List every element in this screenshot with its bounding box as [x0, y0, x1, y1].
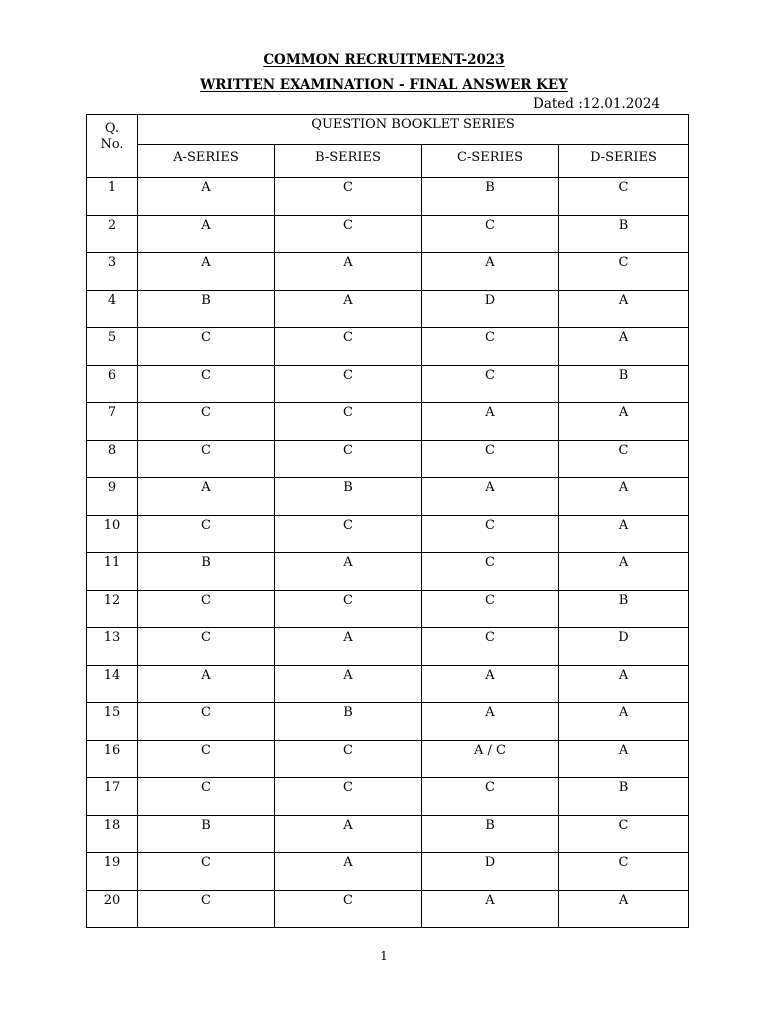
- d-series-answer: A: [559, 890, 689, 928]
- d-series-answer: A: [559, 478, 689, 516]
- a-series-answer: B: [138, 553, 275, 591]
- d-series-answer: B: [559, 365, 689, 403]
- date-label: Dated :12.01.2024: [533, 96, 661, 112]
- c-series-answer: B: [422, 815, 559, 853]
- a-series-answer: A: [138, 215, 275, 253]
- a-series-answer: B: [138, 290, 275, 328]
- question-number: 6: [87, 365, 138, 403]
- b-series-answer: C: [275, 215, 422, 253]
- d-series-answer: B: [559, 778, 689, 816]
- a-series-answer: A: [138, 253, 275, 291]
- question-number: 14: [87, 665, 138, 703]
- table-row: [87, 553, 689, 591]
- b-series-answer: C: [275, 403, 422, 441]
- table-row: [87, 478, 689, 516]
- d-series-answer: B: [559, 590, 689, 628]
- table-row: [87, 590, 689, 628]
- question-number: 3: [87, 253, 138, 291]
- document-subtitle: WRITTEN EXAMINATION - FINAL ANSWER KEY: [200, 77, 568, 93]
- d-series-answer: C: [559, 815, 689, 853]
- a-series-answer: C: [138, 853, 275, 891]
- c-series-answer: C: [422, 778, 559, 816]
- a-series-answer: C: [138, 328, 275, 366]
- b-series-header: B-SERIES: [275, 145, 422, 178]
- c-series-answer: A: [422, 403, 559, 441]
- b-series-answer: C: [275, 328, 422, 366]
- answer-key-table: [86, 114, 689, 928]
- d-series-answer: C: [559, 440, 689, 478]
- c-series-answer: C: [422, 515, 559, 553]
- table-row: [87, 328, 689, 366]
- c-series-answer: C: [422, 365, 559, 403]
- c-series-answer: C: [422, 590, 559, 628]
- a-series-answer: C: [138, 778, 275, 816]
- b-series-answer: C: [275, 440, 422, 478]
- a-series-answer: C: [138, 403, 275, 441]
- question-number: 19: [87, 853, 138, 891]
- question-number: 8: [87, 440, 138, 478]
- d-series-answer: C: [559, 253, 689, 291]
- a-series-answer: C: [138, 365, 275, 403]
- table-row: [87, 253, 689, 291]
- question-number: 10: [87, 515, 138, 553]
- c-series-answer: B: [422, 178, 559, 216]
- d-series-answer: C: [559, 178, 689, 216]
- a-series-answer: B: [138, 815, 275, 853]
- question-number: 7: [87, 403, 138, 441]
- b-series-answer: C: [275, 365, 422, 403]
- b-series-answer: A: [275, 553, 422, 591]
- question-number: 5: [87, 328, 138, 366]
- series-header-row: [87, 145, 689, 178]
- table-row: [87, 853, 689, 891]
- question-number: 18: [87, 815, 138, 853]
- c-series-answer: C: [422, 328, 559, 366]
- c-series-answer: C: [422, 215, 559, 253]
- b-series-answer: A: [275, 290, 422, 328]
- question-number-header-line1: Q.: [104, 121, 120, 136]
- b-series-answer: A: [275, 665, 422, 703]
- a-series-answer: C: [138, 740, 275, 778]
- question-number: 16: [87, 740, 138, 778]
- c-series-answer: A: [422, 665, 559, 703]
- c-series-answer: A: [422, 253, 559, 291]
- c-series-answer: A: [422, 478, 559, 516]
- c-series-answer: A / C: [422, 740, 559, 778]
- c-series-answer: C: [422, 553, 559, 591]
- question-number-header-line2: No.: [100, 137, 124, 152]
- question-number: 12: [87, 590, 138, 628]
- d-series-answer: A: [559, 703, 689, 741]
- d-series-answer: A: [559, 403, 689, 441]
- b-series-answer: C: [275, 890, 422, 928]
- page-number: 1: [380, 949, 388, 963]
- a-series-header: A-SERIES: [138, 145, 275, 178]
- table-row: [87, 890, 689, 928]
- table-row: [87, 815, 689, 853]
- a-series-answer: A: [138, 665, 275, 703]
- table-row: [87, 628, 689, 666]
- table-row: [87, 740, 689, 778]
- question-number: 4: [87, 290, 138, 328]
- d-series-answer: A: [559, 328, 689, 366]
- b-series-answer: A: [275, 628, 422, 666]
- d-series-answer: A: [559, 665, 689, 703]
- question-number: 2: [87, 215, 138, 253]
- d-series-answer: A: [559, 553, 689, 591]
- document-title: COMMON RECRUITMENT-2023: [263, 52, 505, 68]
- b-series-answer: B: [275, 703, 422, 741]
- question-number: 1: [87, 178, 138, 216]
- c-series-answer: C: [422, 628, 559, 666]
- d-series-answer: A: [559, 290, 689, 328]
- a-series-answer: C: [138, 440, 275, 478]
- b-series-answer: B: [275, 478, 422, 516]
- c-series-answer: A: [422, 890, 559, 928]
- c-series-answer: D: [422, 290, 559, 328]
- table-header-row: [87, 115, 689, 145]
- a-series-answer: C: [138, 628, 275, 666]
- table-row: [87, 215, 689, 253]
- table-row: [87, 178, 689, 216]
- a-series-answer: A: [138, 178, 275, 216]
- booklet-series-header: QUESTION BOOKLET SERIES: [138, 115, 689, 145]
- a-series-answer: C: [138, 515, 275, 553]
- question-number-header: [87, 115, 138, 178]
- b-series-answer: A: [275, 253, 422, 291]
- c-series-answer: A: [422, 703, 559, 741]
- table-row: [87, 403, 689, 441]
- question-number: 11: [87, 553, 138, 591]
- table-row: [87, 515, 689, 553]
- question-number: 20: [87, 890, 138, 928]
- b-series-answer: C: [275, 178, 422, 216]
- table-row: [87, 703, 689, 741]
- b-series-answer: C: [275, 515, 422, 553]
- a-series-answer: C: [138, 890, 275, 928]
- table-row: [87, 778, 689, 816]
- question-number: 9: [87, 478, 138, 516]
- table-row: [87, 365, 689, 403]
- d-series-answer: D: [559, 628, 689, 666]
- d-series-answer: A: [559, 515, 689, 553]
- question-number: 15: [87, 703, 138, 741]
- c-series-answer: D: [422, 853, 559, 891]
- question-number: 17: [87, 778, 138, 816]
- table-row: [87, 440, 689, 478]
- b-series-answer: A: [275, 853, 422, 891]
- d-series-answer: A: [559, 740, 689, 778]
- b-series-answer: C: [275, 778, 422, 816]
- d-series-answer: B: [559, 215, 689, 253]
- table-row: [87, 665, 689, 703]
- c-series-header: C-SERIES: [422, 145, 559, 178]
- d-series-header: D-SERIES: [559, 145, 689, 178]
- b-series-answer: A: [275, 815, 422, 853]
- question-number: 13: [87, 628, 138, 666]
- c-series-answer: C: [422, 440, 559, 478]
- d-series-answer: C: [559, 853, 689, 891]
- a-series-answer: C: [138, 590, 275, 628]
- b-series-answer: C: [275, 740, 422, 778]
- b-series-answer: C: [275, 590, 422, 628]
- a-series-answer: A: [138, 478, 275, 516]
- a-series-answer: C: [138, 703, 275, 741]
- table-row: [87, 290, 689, 328]
